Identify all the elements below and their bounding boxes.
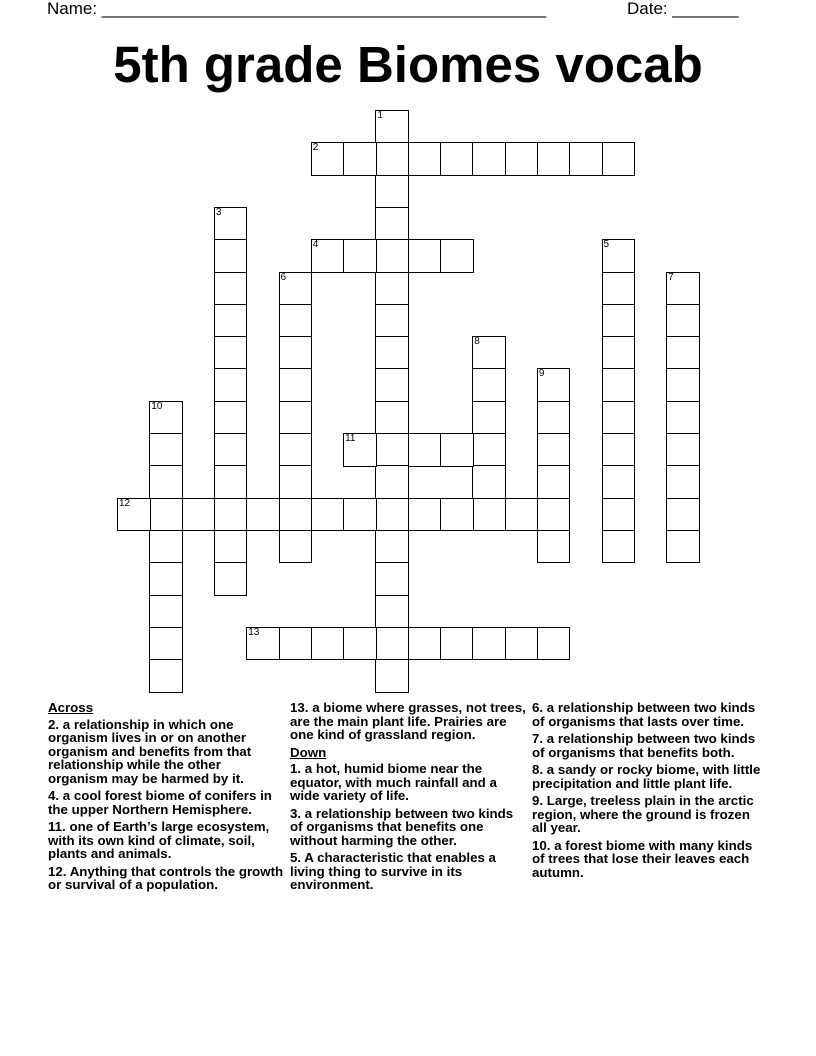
grid-cell[interactable]	[214, 530, 248, 564]
grid-cell[interactable]	[602, 498, 636, 532]
cell-number: 10	[151, 400, 163, 412]
grid-cell[interactable]	[375, 272, 409, 306]
grid-cell[interactable]	[375, 304, 409, 338]
grid-cell[interactable]	[214, 368, 248, 402]
grid-cell[interactable]	[149, 465, 183, 499]
grid-cell[interactable]	[666, 304, 700, 338]
down-heading: Down	[290, 744, 327, 760]
grid-cell[interactable]	[279, 627, 313, 661]
clue-text: a relationship between two kinds of organisms that benefits both.	[532, 731, 756, 760]
clue-number: 4.	[48, 788, 60, 803]
grid-cell[interactable]	[440, 627, 474, 661]
clues-column-3	[532, 701, 768, 883]
clue-text: one of Earth’s large ecosystem, with its own kind of climate, soil, plants and animals.	[48, 819, 270, 861]
grid-cell[interactable]	[117, 498, 151, 532]
grid-cell[interactable]	[375, 336, 409, 370]
cell-number: 11	[345, 433, 356, 444]
grid-cell[interactable]	[279, 433, 313, 467]
puzzle-title: 5th grade Biomes vocab	[113, 36, 703, 93]
grid-cell[interactable]	[375, 368, 409, 402]
grid-cell[interactable]	[375, 530, 409, 564]
grid-cell[interactable]	[440, 142, 474, 176]
clue-text: Anything that controls the growth or survival of a population.	[48, 863, 284, 892]
cell-number: 13	[248, 626, 260, 638]
grid-cell[interactable]	[537, 433, 571, 467]
clue-number: 9.	[532, 793, 544, 808]
grid-cell[interactable]	[214, 433, 248, 467]
grid-cell[interactable]	[279, 465, 313, 499]
name-field-line: Name: _______________________________________________	[47, 0, 547, 18]
grid-cell[interactable]	[472, 627, 506, 661]
grid-cell[interactable]	[149, 401, 183, 435]
clue-down-10	[532, 839, 768, 880]
clue-text: a forest biome with many kinds of trees that lose their leaves each autumn.	[532, 837, 753, 880]
grid-cell[interactable]	[149, 595, 183, 629]
clue-across-13	[290, 701, 526, 742]
grid-cell[interactable]	[666, 433, 700, 467]
grid-cell[interactable]	[602, 530, 636, 564]
grid-cell[interactable]	[602, 401, 636, 435]
clue-text: a biome where grasses, not trees, are the main plant life. Prairies are one kind of grassland region.	[290, 700, 526, 742]
grid-cell[interactable]	[343, 433, 377, 467]
grid-cell[interactable]	[246, 498, 280, 532]
grid-cell[interactable]	[666, 465, 700, 499]
grid-cell[interactable]	[375, 401, 409, 435]
grid-cell[interactable]	[375, 175, 409, 209]
grid-cell[interactable]	[343, 239, 377, 273]
grid-cell[interactable]	[279, 530, 313, 564]
clue-down-5	[290, 851, 526, 892]
grid-cell[interactable]	[375, 627, 409, 661]
grid-cell[interactable]	[472, 401, 506, 435]
clue-down-7	[532, 732, 768, 759]
grid-cell[interactable]	[602, 368, 636, 402]
grid-cell[interactable]	[505, 498, 539, 532]
grid-cell[interactable]	[375, 207, 409, 241]
grid-cell[interactable]	[537, 465, 571, 499]
grid-cell[interactable]	[149, 659, 183, 693]
grid-cell[interactable]	[666, 530, 700, 564]
grid-cell[interactable]	[214, 239, 248, 273]
clue-text: A characteristic that enables a living thing to survive in its environment.	[290, 850, 496, 892]
grid-cell[interactable]	[666, 401, 700, 435]
grid-cell[interactable]	[149, 627, 183, 661]
grid-cell[interactable]	[472, 336, 506, 370]
grid-cell[interactable]	[279, 272, 313, 306]
grid-cell[interactable]	[279, 498, 313, 532]
clue-down-3	[290, 807, 526, 848]
grid-cell[interactable]	[214, 336, 248, 370]
grid-cell[interactable]	[440, 498, 474, 532]
cell-number: 12	[119, 497, 131, 509]
grid-cell[interactable]	[214, 207, 248, 241]
grid-cell[interactable]	[246, 627, 280, 661]
grid-cell[interactable]	[149, 498, 183, 532]
clue-number: 6.	[532, 700, 544, 715]
grid-cell[interactable]	[311, 627, 345, 661]
grid-cell[interactable]	[602, 239, 636, 273]
clues-column-1	[48, 701, 284, 896]
clue-text: a hot, humid biome near the equator, with much rainfall and a wide variety of life.	[290, 761, 497, 803]
clue-down-6	[532, 701, 768, 728]
grid-cell[interactable]	[375, 110, 409, 144]
grid-cell[interactable]	[505, 142, 539, 176]
grid-cell[interactable]	[375, 465, 409, 499]
grid-cell[interactable]	[311, 498, 345, 532]
clue-text: a relationship between two kinds of organisms that lasts over time.	[532, 700, 756, 729]
grid-cell[interactable]	[375, 498, 409, 532]
grid-cell[interactable]	[408, 239, 442, 273]
grid-cell[interactable]	[537, 530, 571, 564]
cell-number: 6	[280, 271, 287, 283]
grid-cell[interactable]	[602, 304, 636, 338]
grid-cell[interactable]	[375, 433, 409, 467]
clue-number: 12.	[48, 863, 67, 879]
grid-cell[interactable]	[602, 142, 636, 176]
clue-text: a sandy or rocky biome, with little precipitation and little plant life.	[532, 762, 761, 791]
grid-cell[interactable]	[343, 142, 377, 176]
grid-cell[interactable]	[666, 368, 700, 402]
grid-cell[interactable]	[472, 433, 506, 467]
grid-cell[interactable]	[408, 142, 442, 176]
grid-cell[interactable]	[537, 498, 571, 532]
cell-number: 7	[668, 271, 674, 283]
grid-cell[interactable]	[214, 498, 248, 532]
grid-cell[interactable]	[602, 433, 636, 467]
grid-cell[interactable]	[279, 336, 313, 370]
clue-down-8	[532, 763, 768, 790]
grid-cell[interactable]	[311, 142, 345, 176]
grid-cell[interactable]	[149, 530, 183, 564]
grid-cell[interactable]	[408, 627, 442, 661]
clue-text: a relationship between two kinds of organisms that benefits one without harming the other.	[290, 805, 514, 848]
clue-across-2	[48, 718, 284, 786]
cell-number: 3	[215, 206, 222, 218]
grid-cell[interactable]	[472, 142, 506, 176]
cell-number: 1	[377, 110, 383, 121]
clue-number: 5.	[290, 850, 302, 865]
grid-cell[interactable]	[537, 627, 571, 661]
grid-cell[interactable]	[602, 465, 636, 499]
clue-across-11	[48, 820, 284, 861]
grid-cell[interactable]	[279, 304, 313, 338]
across-heading: Across	[48, 700, 94, 715]
clue-number: 10.	[532, 837, 551, 853]
clue-number: 13.	[290, 700, 309, 715]
grid-cell[interactable]	[602, 336, 636, 370]
grid-cell[interactable]	[279, 368, 313, 402]
grid-cell[interactable]	[666, 336, 700, 370]
grid-cell[interactable]	[537, 368, 571, 402]
grid-cell[interactable]	[472, 498, 506, 532]
grid-cell[interactable]	[375, 142, 409, 176]
grid-cell[interactable]	[311, 239, 345, 273]
grid-cell[interactable]	[279, 401, 313, 435]
grid-cell[interactable]	[472, 368, 506, 402]
grid-cell[interactable]	[214, 562, 248, 596]
cell-number: 2	[312, 142, 319, 154]
clue-number: 2.	[48, 716, 60, 732]
grid-cell[interactable]	[375, 562, 409, 596]
grid-cell[interactable]	[408, 498, 442, 532]
grid-cell[interactable]	[375, 595, 409, 629]
grid-cell[interactable]	[149, 433, 183, 467]
grid-cell[interactable]	[408, 433, 442, 467]
clue-number: 3.	[290, 805, 302, 821]
grid-cell[interactable]	[537, 401, 571, 435]
clue-down-9	[532, 794, 768, 835]
clues-column-2	[290, 701, 526, 896]
grid-cell[interactable]	[472, 465, 506, 499]
grid-cell[interactable]	[440, 239, 474, 273]
grid-cell[interactable]	[666, 498, 700, 532]
grid-cell[interactable]	[505, 627, 539, 661]
grid-cell[interactable]	[537, 142, 571, 176]
grid-cell[interactable]	[602, 272, 636, 306]
grid-cell[interactable]	[569, 142, 603, 176]
grid-cell[interactable]	[214, 272, 248, 306]
grid-cell[interactable]	[375, 659, 409, 693]
cell-number: 8	[474, 336, 480, 348]
grid-cell[interactable]	[343, 627, 377, 661]
grid-cell[interactable]	[666, 272, 700, 306]
clue-number: 11.	[48, 819, 66, 834]
grid-cell[interactable]	[375, 239, 409, 273]
grid-cell[interactable]	[214, 401, 248, 435]
grid-cell[interactable]	[214, 465, 248, 499]
grid-cell[interactable]	[343, 498, 377, 532]
cell-number: 4	[312, 239, 319, 251]
clue-down-1	[290, 762, 526, 803]
grid-cell[interactable]	[214, 304, 248, 338]
clue-text: a cool forest biome of conifers in the upper Northern Hemisphere.	[48, 788, 272, 817]
date-field-line: Date: _______	[627, 0, 739, 18]
clue-number: 8.	[532, 762, 544, 777]
clue-text: a relationship in which one organism lives in or on another organism and benefits from that relationship while the other organism may be harmed by it.	[48, 716, 252, 786]
grid-cell[interactable]	[149, 562, 183, 596]
clue-across-4	[48, 789, 284, 816]
clue-text: Large, treeless plain in the arctic region, where the ground is frozen all year.	[532, 793, 754, 835]
cell-number: 9	[538, 368, 545, 380]
clue-number: 1.	[290, 761, 302, 776]
grid-cell[interactable]	[440, 433, 474, 467]
clue-across-12	[48, 865, 284, 892]
grid-cell[interactable]	[182, 498, 216, 532]
clue-number: 7.	[532, 731, 544, 746]
cell-number: 5	[603, 239, 610, 251]
